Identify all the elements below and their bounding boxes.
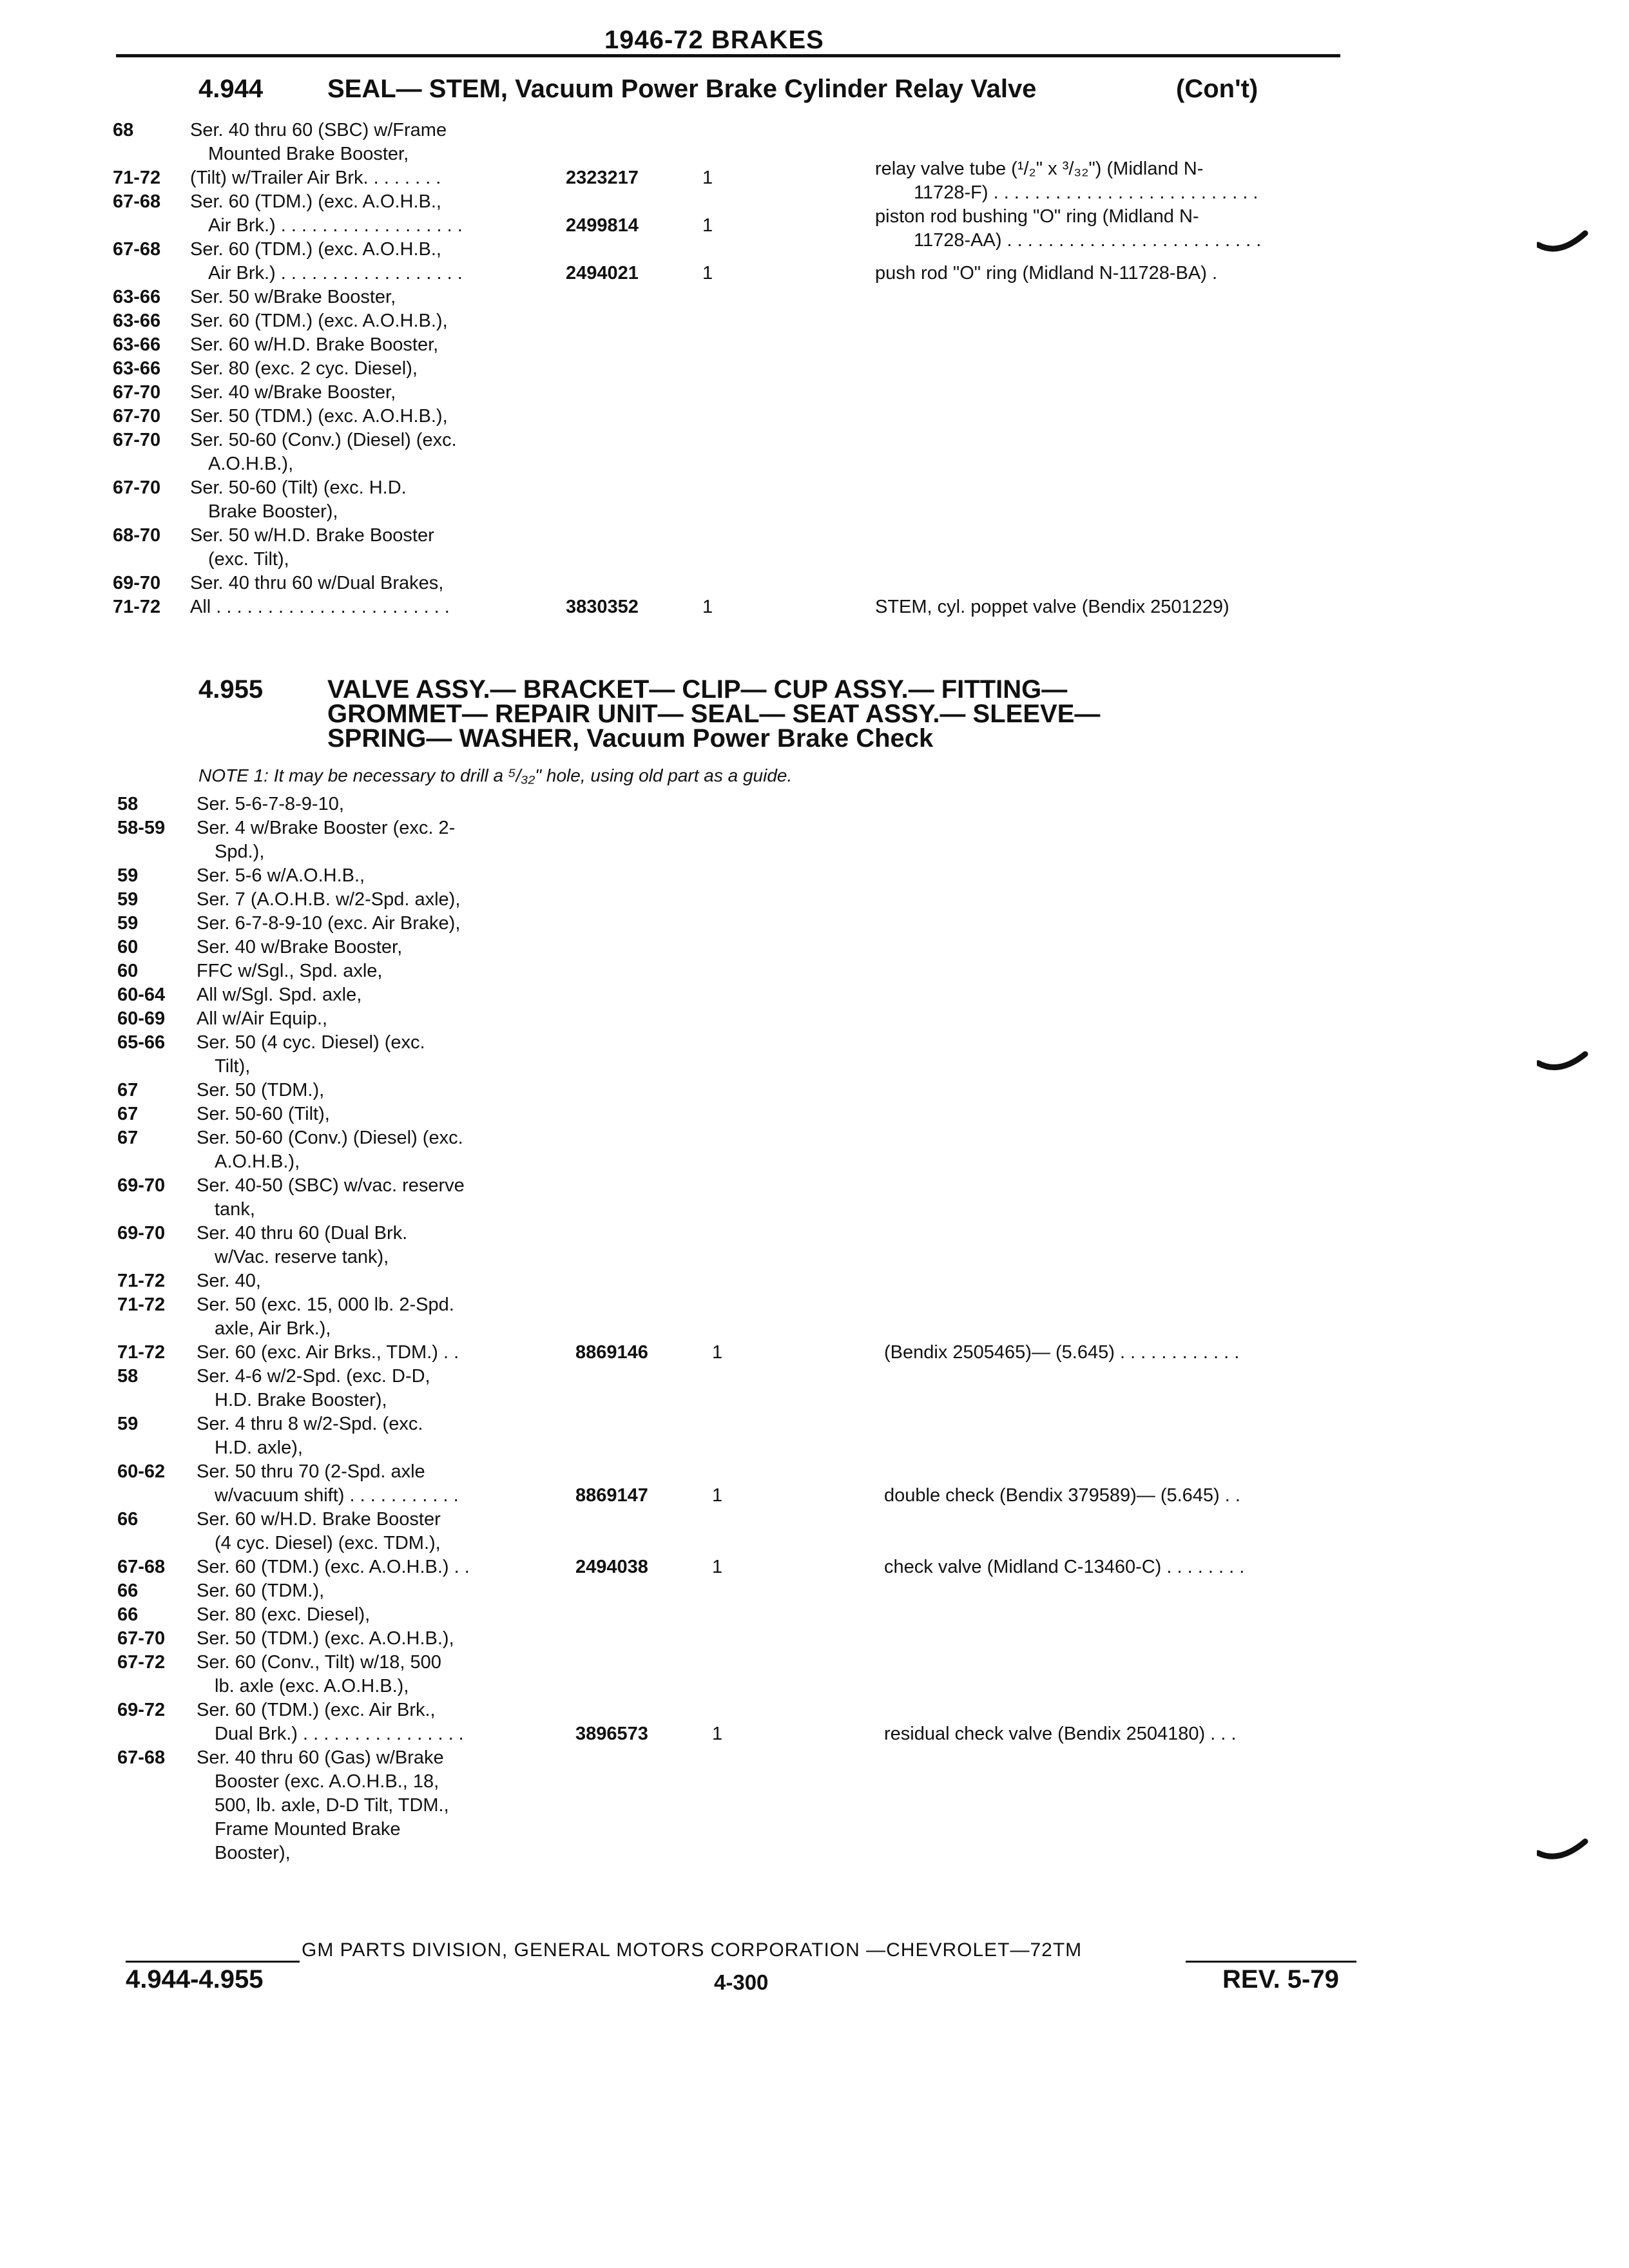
model-year: 67-70 [113, 430, 161, 450]
part-number: 3830352 [566, 597, 639, 617]
application-line: (Tilt) w/Trailer Air Brk. . . . . . . . [190, 168, 441, 188]
model-year: 69-70 [117, 1175, 166, 1196]
section-number: 4.955 [198, 675, 264, 704]
quantity: 1 [712, 1342, 723, 1363]
quantity: 1 [702, 215, 713, 236]
application [190, 285, 396, 309]
model-year: 60-62 [117, 1461, 166, 1482]
model-year: 66 [117, 1604, 139, 1625]
application-line: tank, [215, 1199, 255, 1220]
application-line: H.D. Brake Booster), [215, 1390, 387, 1410]
description [875, 595, 1229, 619]
application [190, 524, 434, 572]
model-year: 63-66 [113, 334, 161, 355]
footer-rule-right [1186, 1961, 1356, 1963]
application-line: Ser. 40 thru 60 (Gas) w/Brake [197, 1747, 444, 1768]
application [190, 190, 463, 238]
application [190, 405, 448, 428]
model-year: 60-69 [117, 1008, 166, 1029]
application-line: Ser. 40, [197, 1271, 261, 1291]
application-line: Ser. 60 (TDM.) (exc. A.O.H.B.) . . [197, 1557, 470, 1577]
application [197, 864, 365, 888]
application-line: Ser. 4 w/Brake Booster (exc. 2- [197, 818, 456, 838]
application-line: Ser. 4 thru 8 w/2-Spd. (exc. [197, 1414, 423, 1434]
application [190, 166, 441, 190]
model-year: 67 [117, 1104, 139, 1124]
application-line: Dual Brk.) . . . . . . . . . . . . . . . . [215, 1724, 464, 1744]
model-year: 68 [113, 120, 134, 140]
application-line: Ser. 60 (TDM.) (exc. A.O.H.B.), [190, 311, 448, 331]
model-year: 58 [117, 1366, 139, 1387]
application [197, 1579, 324, 1603]
model-year: 67-70 [113, 382, 161, 403]
footer-organization: GM PARTS DIVISION, GENERAL MOTORS CORPORATION —CHEVROLET—72TM [302, 1939, 1083, 1961]
section-note: NOTE 1: It may be necessary to drill a ⁵/₃₂" hole, using old part as a guide. [198, 765, 793, 785]
description-line: relay valve tube (¹/₂" x ³/₃₂") (Midland N- [875, 159, 1204, 179]
application-line: Ser. 80 (exc. Diesel), [197, 1604, 371, 1625]
part-number: 2494021 [566, 263, 639, 284]
model-year: 66 [117, 1581, 139, 1601]
application [197, 888, 460, 912]
application [190, 572, 443, 595]
application [190, 309, 448, 333]
application-line: Ser. 50-60 (Tilt) (exc. H.D. [190, 477, 407, 498]
application-line: H.D. axle), [215, 1437, 303, 1458]
model-year: 65-66 [117, 1032, 166, 1053]
application-line: Frame Mounted Brake [215, 1819, 401, 1840]
application-line: Tilt), [215, 1056, 251, 1077]
application [190, 357, 418, 381]
quantity: 1 [702, 263, 713, 284]
application [190, 595, 450, 619]
application-line: All w/Sgl. Spd. axle, [197, 985, 362, 1005]
description [875, 205, 1261, 253]
model-year: 71-72 [113, 597, 161, 617]
application-line: All w/Air Equip., [197, 1008, 328, 1029]
application-line: Ser. 5-6-7-8-9-10, [197, 794, 344, 814]
description [875, 157, 1258, 205]
application-line: Ser. 40 thru 60 (Dual Brk. [197, 1223, 408, 1244]
footer-section-range: 4.944-4.955 [126, 1965, 264, 1994]
model-year: 71-72 [117, 1294, 166, 1315]
application-line: Ser. 50 (TDM.), [197, 1080, 325, 1100]
application [197, 816, 455, 864]
continued-label: (Con't) [1176, 75, 1258, 103]
application-line: Ser. 50 (TDM.) (exc. A.O.H.B.), [190, 406, 448, 427]
description-line: STEM, cyl. poppet valve (Bendix 2501229) [875, 597, 1229, 617]
application-line: Ser. 60 (Conv., Tilt) w/18, 500 [197, 1652, 441, 1673]
quantity: 1 [702, 597, 713, 617]
application-line: Ser. 80 (exc. 2 cyc. Diesel), [190, 358, 418, 379]
application [197, 1555, 470, 1579]
application [197, 936, 402, 959]
application [197, 1460, 459, 1508]
model-year: 60 [117, 937, 139, 957]
description-line: check valve (Midland C-13460-C) . . . . . . . . [884, 1557, 1245, 1577]
binder-mark-icon [1537, 1836, 1588, 1869]
model-year: 67 [117, 1128, 139, 1148]
application [190, 428, 457, 476]
part-number: 3896573 [575, 1724, 648, 1744]
application-line: Spd.), [215, 841, 265, 862]
application-line: Booster), [215, 1843, 291, 1863]
application [190, 476, 407, 524]
binder-mark-icon [1537, 226, 1588, 258]
description-line: 11728-AA) . . . . . . . . . . . . . . . . . . . . . . . . . [914, 230, 1262, 251]
application-line: Ser. 40 thru 60 (SBC) w/Frame [190, 120, 447, 140]
model-year: 59 [117, 913, 139, 934]
section-number: 4.944 [198, 75, 264, 103]
model-year: 60-64 [117, 985, 166, 1005]
model-year: 67-68 [113, 191, 161, 212]
section-title-line: GROMMET— REPAIR UNIT— SEAL— SEAT ASSY.— SLEEVE— [327, 700, 1101, 728]
application [197, 1102, 330, 1126]
application-line: axle, Air Brk.), [215, 1318, 331, 1339]
section-title: SEAL— STEM, Vacuum Power Brake Cylinder Relay Valve [327, 75, 1037, 103]
application [197, 1222, 407, 1269]
model-year: 67-70 [117, 1628, 166, 1649]
binder-mark-icon [1537, 1050, 1588, 1082]
model-year: 59 [117, 1414, 139, 1434]
description-line: double check (Bendix 379589)— (5.645) . . [884, 1485, 1240, 1506]
quantity: 1 [702, 168, 713, 188]
application-line: Brake Booster), [208, 501, 338, 522]
application [197, 1508, 441, 1555]
footer-rule-left [126, 1961, 300, 1963]
part-number: 8869147 [575, 1485, 648, 1506]
application [197, 1269, 261, 1293]
model-year: 67 [117, 1080, 139, 1100]
quantity: 1 [712, 1724, 723, 1744]
application [190, 381, 396, 405]
application-line: A.O.H.B.), [215, 1151, 300, 1172]
application [197, 959, 383, 983]
description [884, 1341, 1239, 1365]
application-line: Ser. 50-60 (Tilt), [197, 1104, 330, 1124]
application-line: Ser. 50 (TDM.) (exc. A.O.H.B.), [197, 1628, 454, 1649]
quantity: 1 [712, 1557, 723, 1577]
application [190, 333, 438, 357]
application [197, 1698, 464, 1746]
application [197, 1627, 454, 1651]
page-title: 1946-72 BRAKES [604, 26, 824, 54]
model-year: 58-59 [117, 818, 166, 838]
footer-page-number: 4-300 [714, 1970, 769, 1994]
model-year: 69-72 [117, 1700, 166, 1720]
application [190, 238, 463, 285]
model-year: 69-70 [113, 573, 161, 593]
application-line: Air Brk.) . . . . . . . . . . . . . . . . . . [208, 215, 463, 236]
model-year: 67-70 [113, 406, 161, 427]
application [197, 1365, 430, 1412]
model-year: 71-72 [113, 168, 161, 188]
application-line: (4 cyc. Diesel) (exc. TDM.), [215, 1533, 441, 1553]
section-title-line: SPRING— WASHER, Vacuum Power Brake Check [327, 724, 934, 753]
part-number: 2499814 [566, 215, 639, 236]
application [190, 119, 447, 166]
application-line: Ser. 40 w/Brake Booster, [190, 382, 396, 403]
model-year: 58 [117, 794, 139, 814]
description [875, 262, 1217, 285]
application-line: Ser. 5-6 w/A.O.H.B., [197, 865, 365, 886]
application [197, 912, 460, 936]
application [197, 1031, 425, 1079]
application-line: 500, lb. axle, D-D Tilt, TDM., [215, 1795, 449, 1816]
model-year: 60 [117, 961, 139, 981]
application [197, 983, 361, 1007]
model-year: 59 [117, 865, 139, 886]
model-year: 71-72 [117, 1342, 166, 1363]
application-line: Ser. 60 (exc. Air Brks., TDM.) . . [197, 1342, 459, 1363]
application [197, 1174, 465, 1222]
model-year: 68-70 [113, 525, 161, 546]
model-year: 63-66 [113, 311, 161, 331]
application [197, 1412, 423, 1460]
application-line: All . . . . . . . . . . . . . . . . . . . . . . . [190, 597, 450, 617]
application-line: Ser. 50 thru 70 (2-Spd. axle [197, 1461, 425, 1482]
application-line: Ser. 60 (TDM.) (exc. A.O.H.B., [190, 191, 441, 212]
model-year: 67-72 [117, 1652, 166, 1673]
model-year: 67-68 [117, 1557, 166, 1577]
application-line: Ser. 40 w/Brake Booster, [197, 937, 403, 957]
application-line: Ser. 50 (exc. 15, 000 lb. 2-Spd. [197, 1294, 454, 1315]
footer-revision: REV. 5-79 [1222, 1965, 1339, 1994]
quantity: 1 [712, 1485, 723, 1506]
application [197, 1341, 459, 1365]
application-line: Ser. 50 (4 cyc. Diesel) (exc. [197, 1032, 425, 1053]
application [197, 1651, 441, 1698]
model-year: 63-66 [113, 287, 161, 307]
application-line: Ser. 60 w/H.D. Brake Booster, [190, 334, 439, 355]
application [197, 1293, 454, 1341]
application [197, 1746, 449, 1865]
section-title-line: VALVE ASSY.— BRACKET— CLIP— CUP ASSY.— FITTING— [327, 675, 1068, 704]
application-line: A.O.H.B.), [208, 454, 294, 474]
description [884, 1722, 1236, 1746]
application [197, 1603, 370, 1627]
application-line: Ser. 4-6 w/2-Spd. (exc. D-D, [197, 1366, 430, 1387]
model-year: 67-68 [117, 1747, 166, 1768]
application-line: Ser. 50 w/Brake Booster, [190, 287, 396, 307]
application-line: Ser. 50 w/H.D. Brake Booster [190, 525, 434, 546]
application-line: Ser. 60 (TDM.), [197, 1581, 325, 1601]
application-line: Ser. 50-60 (Conv.) (Diesel) (exc. [197, 1128, 463, 1148]
model-year: 69-70 [117, 1223, 166, 1244]
application-line: Ser. 50-60 (Conv.) (Diesel) (exc. [190, 430, 457, 450]
description-line: residual check valve (Bendix 2504180) . . . [884, 1724, 1237, 1744]
application [197, 1007, 327, 1031]
application-line: Booster (exc. A.O.H.B., 18, [215, 1771, 439, 1792]
part-number: 2323217 [566, 168, 639, 188]
application-line: Ser. 60 (TDM.) (exc. Air Brk., [197, 1700, 436, 1720]
description-line: piston rod bushing "O" ring (Midland N- [875, 206, 1199, 227]
model-year: 67-68 [113, 239, 161, 260]
model-year: 67-70 [113, 477, 161, 498]
model-year: 71-72 [117, 1271, 166, 1291]
description-line: 11728-F) . . . . . . . . . . . . . . . . . . . . . . . . . . [914, 182, 1258, 203]
application-line: Mounted Brake Booster, [208, 144, 409, 164]
model-year: 63-66 [113, 358, 161, 379]
application [197, 793, 344, 816]
model-year: 66 [117, 1509, 139, 1530]
description [884, 1555, 1244, 1579]
application-line: Ser. 60 w/H.D. Brake Booster [197, 1509, 441, 1530]
application-line: Ser. 7 (A.O.H.B. w/2-Spd. axle), [197, 889, 461, 910]
header-rule [116, 54, 1340, 57]
application-line: Air Brk.) . . . . . . . . . . . . . . . . . . [208, 263, 463, 284]
model-year: 59 [117, 889, 139, 910]
application-line: w/vacuum shift) . . . . . . . . . . . [215, 1485, 459, 1506]
description-line: (Bendix 2505465)— (5.645) . . . . . . . . . . . . [884, 1342, 1240, 1363]
application [197, 1126, 463, 1174]
description-line: push rod "O" ring (Midland N-11728-BA) . [875, 263, 1218, 284]
application-line: w/Vac. reserve tank), [215, 1247, 389, 1267]
description [884, 1484, 1240, 1508]
application [197, 1079, 324, 1102]
application-line: FFC w/Sgl., Spd. axle, [197, 961, 383, 981]
application-line: lb. axle (exc. A.O.H.B.), [215, 1676, 409, 1696]
application-line: Ser. 40-50 (SBC) w/vac. reserve [197, 1175, 465, 1196]
part-number: 2494038 [575, 1557, 648, 1577]
application-line: Ser. 40 thru 60 w/Dual Brakes, [190, 573, 444, 593]
part-number: 8869146 [575, 1342, 648, 1363]
application-line: Ser. 6-7-8-9-10 (exc. Air Brake), [197, 913, 461, 934]
application-line: (exc. Tilt), [208, 549, 289, 570]
application-line: Ser. 60 (TDM.) (exc. A.O.H.B., [190, 239, 441, 260]
